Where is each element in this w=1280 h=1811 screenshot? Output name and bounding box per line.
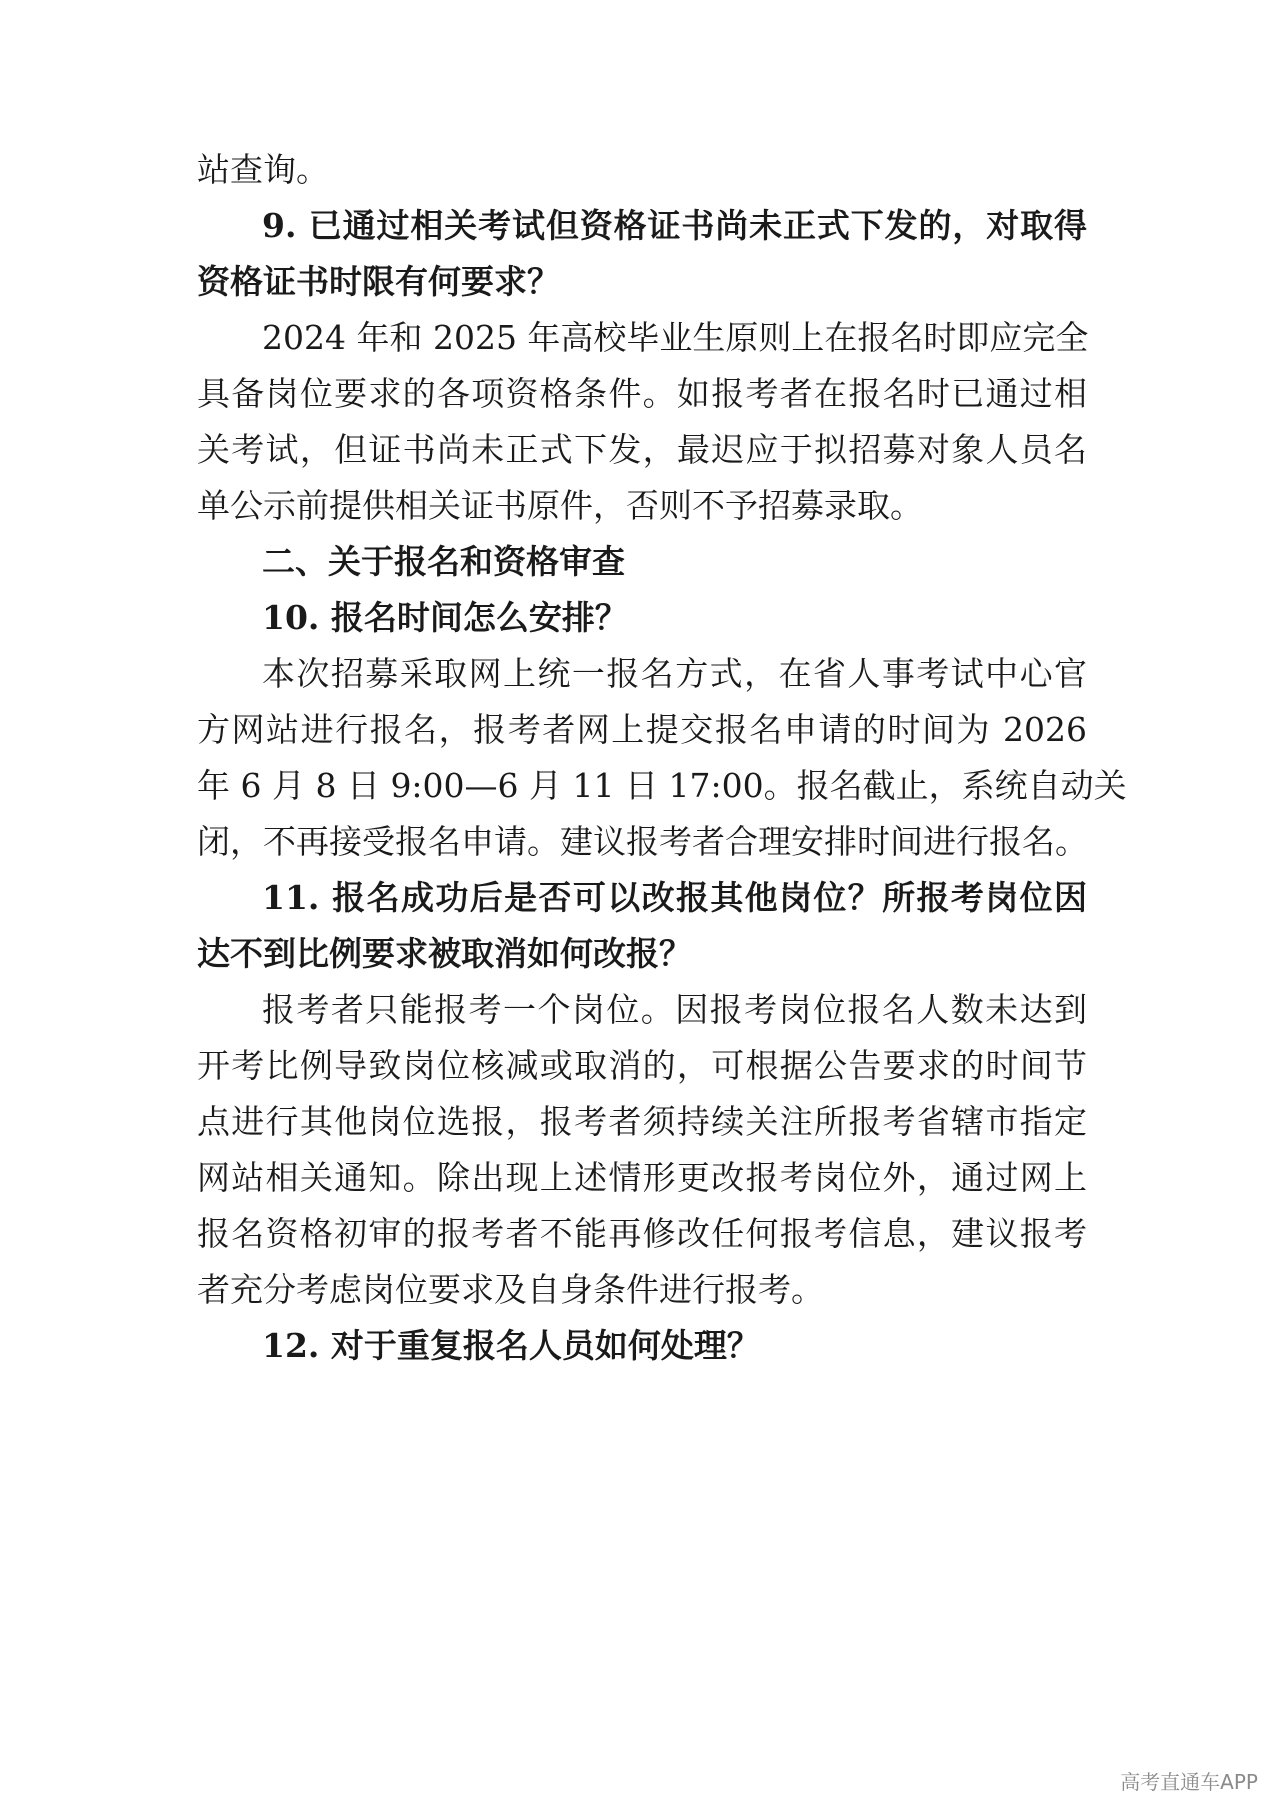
answer-10-line-3: 年 6 月 8 日 9:00—6 月 11 日 17:00。报名截止，系统自动关: [197, 766, 1127, 805]
answer-11-line-1: 报考者只能报考一个岗位。因报考岗位报名人数未达到: [262, 990, 1087, 1029]
answer-11-line-3: 点进行其他岗位选报，报考者须持续关注所报考省辖市指定: [197, 1102, 1087, 1141]
answer-9-line-3: 关考试，但证书尚未正式下发，最迟应于拟招募对象人员名: [197, 430, 1087, 469]
answer-9-line-1: 2024 年和 2025 年高校毕业生原则上在报名时即应完全: [262, 318, 1089, 357]
answer-9-line-4: 单公示前提供相关证书原件，否则不予招募录取。: [197, 486, 923, 525]
question-11-line-1: 11. 报名成功后是否可以改报其他岗位？所报考岗位因: [262, 878, 1087, 917]
answer-10-line-2: 方网站进行报名，报考者网上提交报名申请的时间为 2026: [197, 710, 1087, 749]
watermark-text: 高考直通车APP: [1120, 1770, 1258, 1794]
question-11-line-2: 达不到比例要求被取消如何改报？: [197, 934, 692, 973]
question-10: 10. 报名时间怎么安排？: [262, 598, 628, 637]
answer-11-line-5: 报名资格初审的报考者不能再修改任何报考信息，建议报考: [197, 1214, 1087, 1253]
question-12: 12. 对于重复报名人员如何处理？: [262, 1326, 760, 1365]
section-heading: 二、关于报名和资格审查: [262, 542, 625, 581]
answer-11-line-6: 者充分考虑岗位要求及自身条件进行报考。: [197, 1270, 824, 1309]
answer-10-line-4: 闭，不再接受报名申请。建议报考者合理安排时间进行报名。: [197, 822, 1088, 861]
answer-10-line-1: 本次招募采取网上统一报名方式，在省人事考试中心官: [262, 654, 1087, 693]
answer-9-line-2: 具备岗位要求的各项资格条件。如报考者在报名时已通过相: [197, 374, 1087, 413]
paragraph-line: 站查询。: [197, 150, 329, 189]
question-9-line-1: 9. 已通过相关考试但资格证书尚未正式下发的，对取得: [262, 206, 1087, 245]
answer-11-line-4: 网站相关通知。除出现上述情形更改报考岗位外，通过网上: [197, 1158, 1087, 1197]
question-9-line-2: 资格证书时限有何要求？: [197, 262, 560, 301]
answer-11-line-2: 开考比例导致岗位核减或取消的，可根据公告要求的时间节: [197, 1046, 1087, 1085]
